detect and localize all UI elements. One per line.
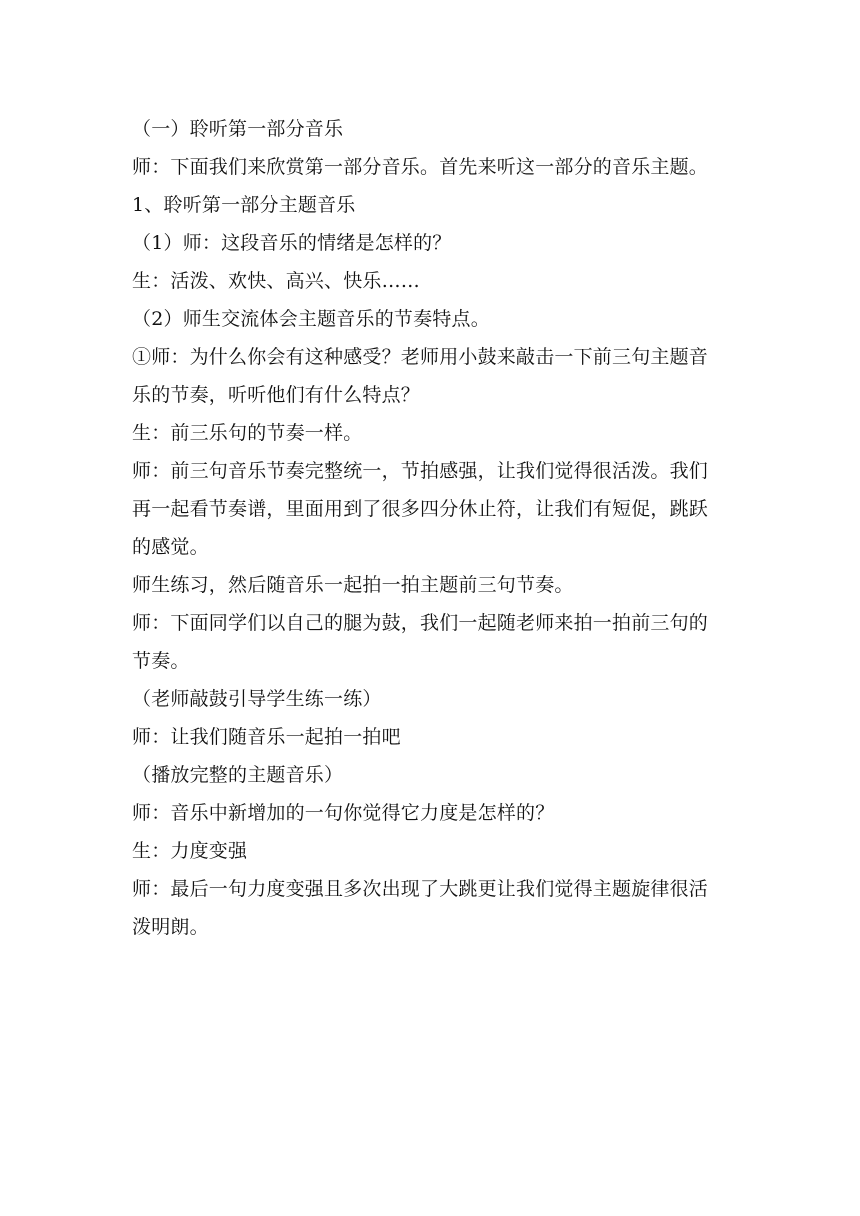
teacher-drum-question <box>132 338 732 414</box>
text-line: 泼明朗。 <box>132 916 209 938</box>
teacher-rhythm-explanation <box>132 452 732 566</box>
text-line: 师生练习，然后随音乐一起拍一拍主题前三句节奏。 <box>132 574 574 596</box>
teacher-conclusion <box>132 870 732 946</box>
text-line: （1）师：这段音乐的情绪是怎样的？ <box>132 232 452 254</box>
text-line: 生：力度变强 <box>132 840 248 862</box>
document-body <box>132 110 732 946</box>
text-line: 乐的节奏，听听他们有什么特点？ <box>132 384 421 406</box>
student-answer-mood <box>132 262 732 300</box>
text-line: （老师敲鼓引导学生练一练） <box>132 688 382 710</box>
text-line: 的感觉。 <box>132 536 209 558</box>
text-line: （2）师生交流体会主题音乐的节奏特点。 <box>132 308 490 330</box>
subheading-theme-music <box>132 186 732 224</box>
text-line: 师：让我们随音乐一起拍一拍吧 <box>132 726 401 748</box>
student-answer-rhythm <box>132 414 732 452</box>
text-line: 师：下面同学们以自己的腿为鼓，我们一起随老师来拍一拍前三句的 <box>132 612 709 634</box>
text-line: 师：最后一句力度变强且多次出现了大跳更让我们觉得主题旋律很活 <box>132 878 709 900</box>
text-line: （播放完整的主题音乐） <box>132 764 344 786</box>
teacher-clap-instruction <box>132 604 732 680</box>
practice-instruction <box>132 566 732 604</box>
teacher-dynamics-question <box>132 794 732 832</box>
text-line: 师：前三句音乐节奏完整统一，节拍感强，让我们觉得很活泼。我们 <box>132 460 709 482</box>
student-answer-dynamics <box>132 832 732 870</box>
text-line: （一）聆听第一部分音乐 <box>132 118 344 140</box>
text-line: ①师：为什么你会有这种感受？老师用小鼓来敲击一下前三句主题音 <box>132 346 709 368</box>
text-line: 师：音乐中新增加的一句你觉得它力度是怎样的？ <box>132 802 555 824</box>
text-line: 节奏。 <box>132 650 190 672</box>
text-line: 1、聆听第一部分主题音乐 <box>132 194 356 216</box>
rhythm-discussion-heading <box>132 300 732 338</box>
stage-direction-drum <box>132 680 732 718</box>
teacher-intro-paragraph <box>132 148 732 186</box>
question-mood-paragraph <box>132 224 732 262</box>
text-line: 生：前三乐句的节奏一样。 <box>132 422 363 444</box>
heading-listen-part-one <box>132 110 732 148</box>
text-line: 再一起看节奏谱，里面用到了很多四分休止符，让我们有短促，跳跃 <box>132 498 709 520</box>
stage-direction-play-music <box>132 756 732 794</box>
text-line: 生：活泼、欢快、高兴、快乐…… <box>132 270 421 292</box>
text-line: 师：下面我们来欣赏第一部分音乐。首先来听这一部分的音乐主题。 <box>132 156 709 178</box>
teacher-clap-with-music <box>132 718 732 756</box>
